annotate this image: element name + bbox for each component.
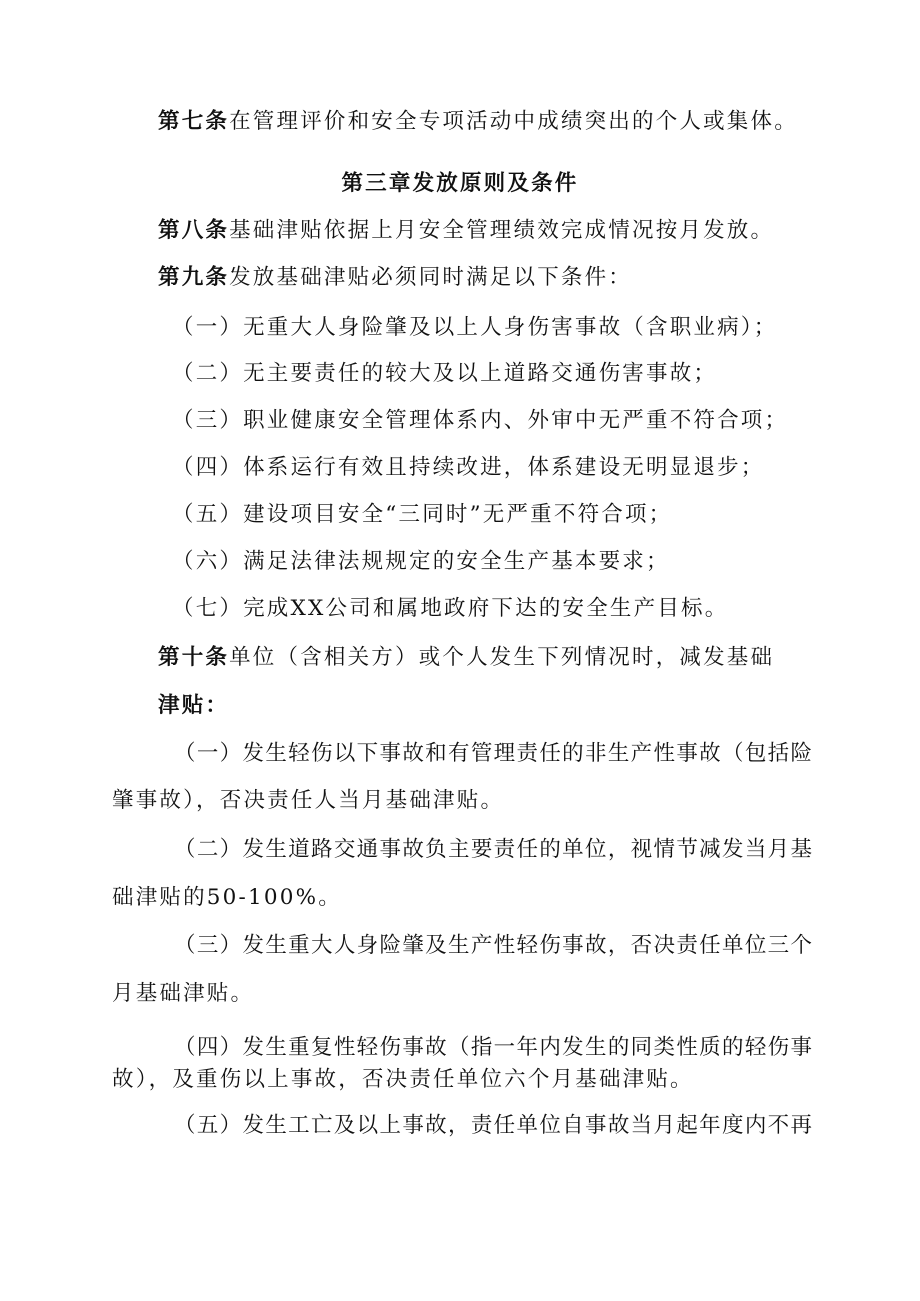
article-10-item-3-line-1: （三）发生重大人身险肇及生产性轻伤事故，否决责任单位三个 (174, 933, 812, 958)
article-9-item-4: （四）体系运行有效且持续改进，体系建设无明显退步； (172, 455, 765, 480)
article-10-item-3-line-2: 月基础津贴。 (112, 981, 255, 1006)
article-9 (158, 262, 632, 294)
article-10-item-2-line-2: 础津贴的50-100%。 (112, 885, 342, 910)
article-10-item-1-line-2: 肇事故），否决责任人当月基础津贴。 (112, 788, 505, 813)
article-10-item-2-line-1: （二）发生道路交通事故负主要责任的单位，视情节减发当月基 (174, 837, 812, 862)
article-9-label: 第九条 (158, 265, 230, 290)
article-9-item-3: （三）职业健康安全管理体系内、外审中无严重不符合项； (172, 408, 789, 433)
article-7-text: 在管理评价和安全专项活动中成绩突出的个人或集体。 (229, 109, 798, 134)
article-9-item-1: （一）无重大人身险肇及以上人身伤害事故（含职业病）； (172, 315, 778, 340)
article-9-item-2: （二）无主要责任的较大及以上道路交通伤害事故； (172, 361, 718, 386)
article-7-label: 第七条 (158, 109, 230, 134)
article-9-item-6: （六）满足法律法规规定的安全生产基本要求； (172, 549, 670, 574)
article-10-item-5-line-1: （五）发生工亡及以上事故，责任单位自事故当月起年度内不再 (174, 1113, 812, 1138)
article-10-label: 第十条 (158, 645, 230, 670)
article-10-item-4-line-2: 故），及重伤以上事故，否决责任单位六个月基础津贴。 (112, 1067, 694, 1092)
article-9-text: 发放基础津贴必须同时满足以下条件： (229, 265, 633, 290)
article-9-item-7: （七）完成XX公司和属地政府下达的安全生产目标。 (172, 596, 729, 621)
article-10-item-4-line-1: （四）发生重复性轻伤事故（指一年内发生的同类性质的轻伤事 (174, 1035, 812, 1060)
chapter-title: 第三章发放原则及条件 (341, 171, 579, 196)
article-10-label-continued: 津贴： (158, 693, 230, 718)
article-7 (158, 106, 798, 138)
article-10 (158, 642, 774, 674)
article-9-item-5: （五）建设项目安全“三同时”无严重不符合项； (172, 502, 673, 527)
article-8-text: 基础津贴依据上月安全管理绩效完成情况按月发放。 (229, 218, 775, 243)
article-8-label: 第八条 (158, 218, 230, 243)
article-8 (158, 215, 774, 247)
article-10-item-1-line-1: （一）发生轻伤以下事故和有管理责任的非生产性事故（包括险 (174, 741, 812, 766)
article-10-text: 单位（含相关方）或个人发生下列情况时，减发基础 (229, 645, 775, 670)
